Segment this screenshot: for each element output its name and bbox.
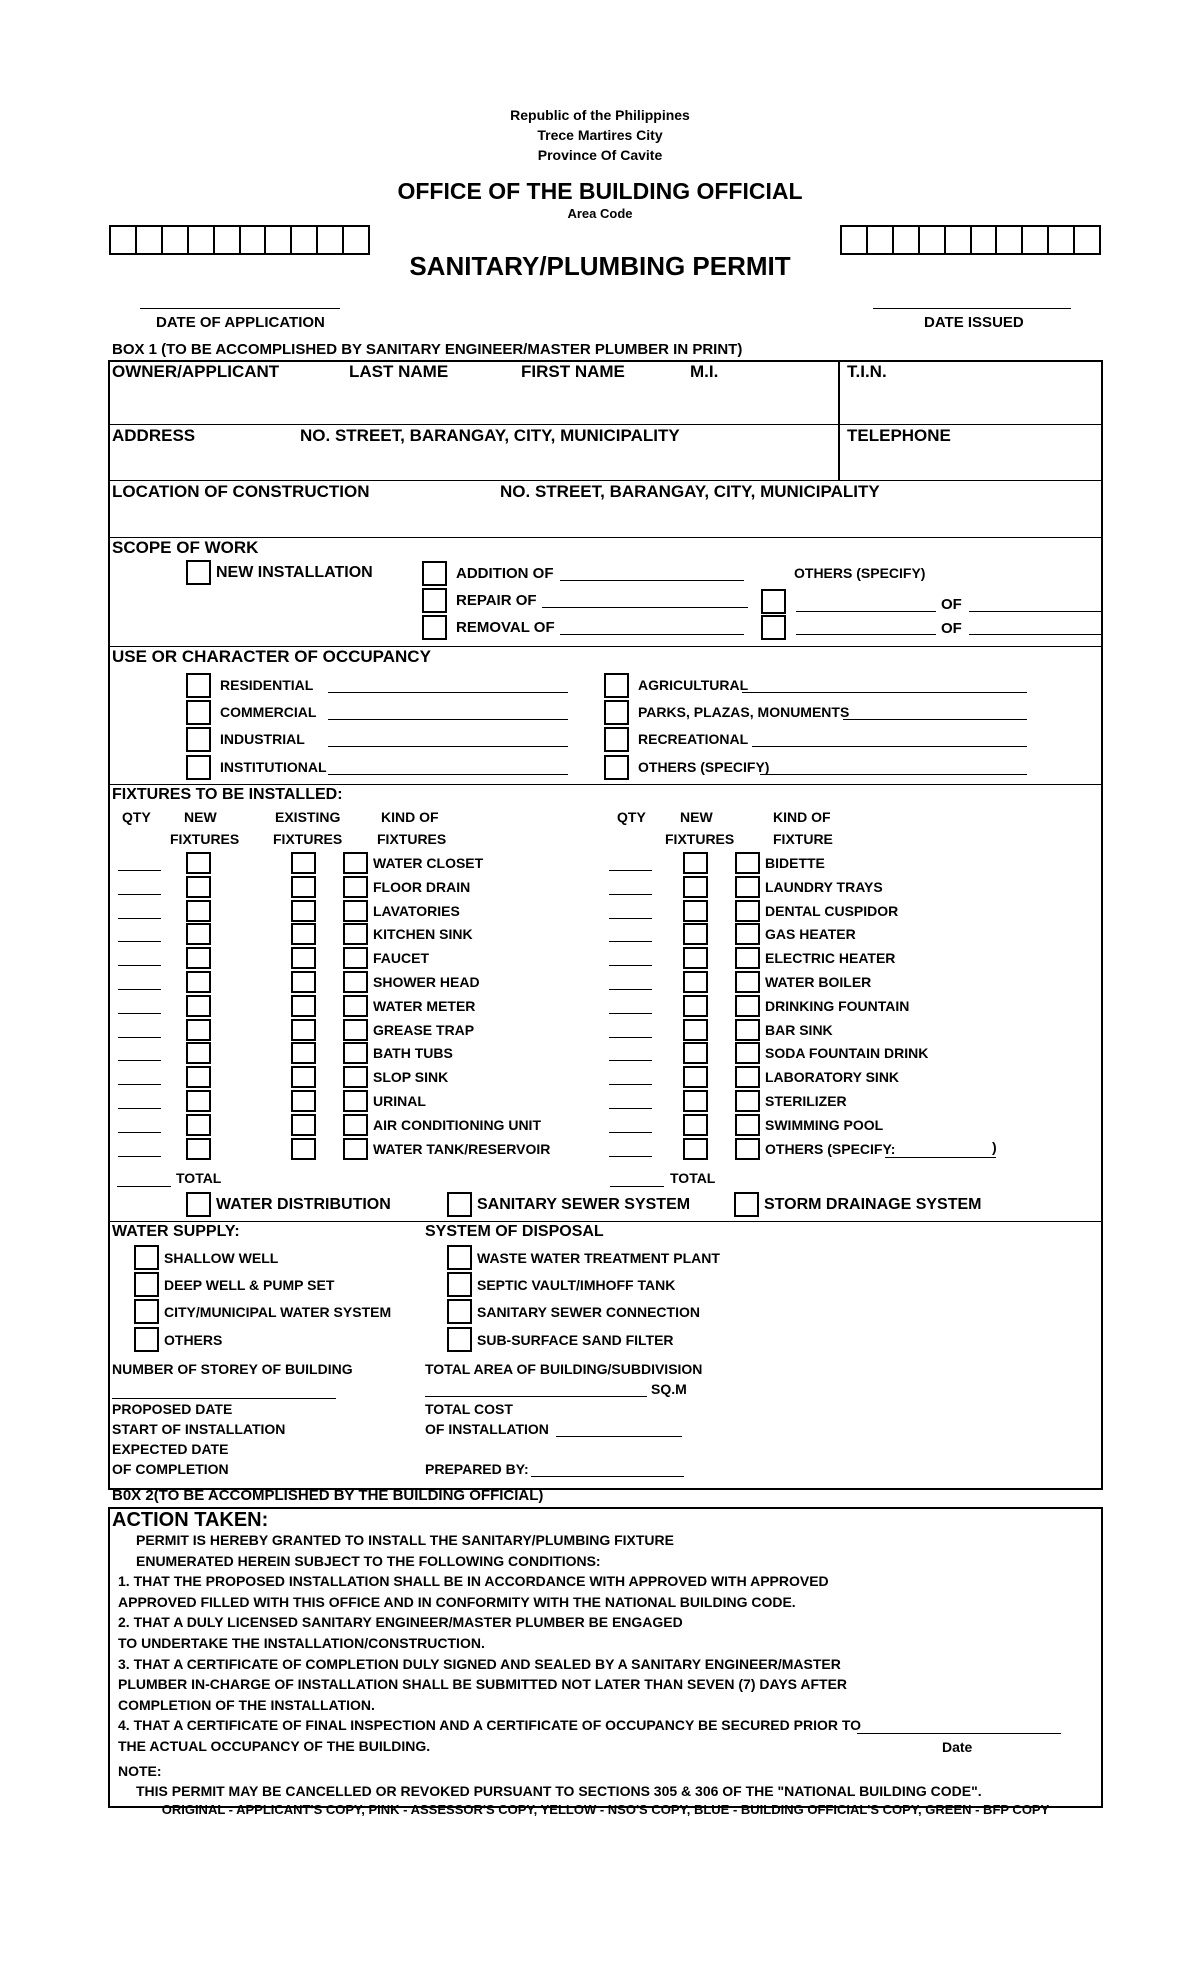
column-divider [838,360,840,480]
new-fixture-checkbox[interactable] [683,923,708,945]
fixture-label: LAVATORIES [373,903,460,919]
occupancy-title: USE OR CHARACTER OF OCCUPANCY [112,647,431,666]
date-issued-label: DATE ISSUED [924,314,1024,331]
kind-fixtures-header-left: FIXTURES [377,831,447,847]
fixture-label: SODA FOUNTAIN DRINK [765,1045,929,1061]
telephone-label: TELEPHONE [847,426,951,445]
new-fixture-checkbox[interactable] [186,1114,211,1136]
kind-fixture-checkbox[interactable] [343,1090,368,1112]
qty-field[interactable] [609,965,652,966]
prepared-by-label: PREPARED BY: [425,1461,529,1477]
existing-fixture-checkbox[interactable] [291,947,316,969]
kind-fixture-checkbox[interactable] [343,852,368,874]
fixture-label: URINAL [373,1093,426,1109]
occupancy-label: OTHERS (SPECIFY) [638,759,770,775]
fixture-label: BIDETTE [765,855,825,871]
new-header-left: NEW [184,809,217,825]
kind-fixture-checkbox[interactable] [343,1042,368,1064]
fixture-label: DENTAL CUSPIDOR [765,903,899,919]
water-supply-checkbox[interactable] [134,1299,159,1324]
header-province: Province Of Cavite [537,147,663,163]
qty-field[interactable] [118,1013,161,1014]
occupancy-field[interactable] [328,719,568,720]
disposal-checkbox[interactable] [447,1327,472,1352]
removal-field[interactable] [560,634,744,635]
new-fixture-checkbox[interactable] [186,876,211,898]
new-fixture-checkbox[interactable] [186,923,211,945]
disposal-title: SYSTEM OF DISPOSAL [425,1223,604,1240]
area-code-boxes-right[interactable] [840,225,1101,255]
owner-name-field[interactable] [112,382,834,422]
kind-fixture-checkbox[interactable] [343,900,368,922]
occupancy-field[interactable] [752,746,1027,747]
kind-fixture-checkbox[interactable] [343,971,368,993]
area-code-boxes-left[interactable] [109,225,370,255]
kind-fixture-checkbox[interactable] [735,900,760,922]
fixture-label: WATER BOILER [765,974,872,990]
disposal-label: SEPTIC VAULT/IMHOFF TANK [477,1277,676,1293]
condition-line: THE ACTUAL OCCUPANCY OF THE BUILDING. [118,1738,431,1754]
new-fixture-checkbox[interactable] [186,1138,211,1160]
occupancy-field[interactable] [742,692,1027,693]
action-taken-title: ACTION TAKEN: [112,1509,269,1531]
removal-checkbox[interactable] [422,615,447,640]
water-supply-label: SHALLOW WELL [164,1250,279,1266]
qty-header-left: QTY [122,809,151,825]
kind-fixture-checkbox[interactable] [735,852,760,874]
new-fixture-checkbox[interactable] [683,1138,708,1160]
others-checkbox-1[interactable] [761,589,786,614]
kind-header-right: KIND OF [773,809,831,825]
box1-heading: BOX 1 (TO BE ACCOMPLISHED BY SANITARY ENGINEER/MASTER PLUMBER IN PRINT) [112,341,743,358]
completion-label: OF COMPLETION [112,1461,229,1477]
qty-field[interactable] [609,941,652,942]
row-divider [108,480,1103,481]
existing-fixture-checkbox[interactable] [291,1114,316,1136]
total-cost-field[interactable] [556,1436,682,1437]
existing-fixture-checkbox[interactable] [291,900,316,922]
kind-fixture-checkbox[interactable] [343,876,368,898]
others-field-2[interactable] [796,634,936,635]
addition-field[interactable] [560,580,744,581]
condition-line: APPROVED FILLED WITH THIS OFFICE AND IN CONFORMITY WITH THE NATIONAL BUILDING CODE. [118,1594,796,1610]
qty-field[interactable] [609,870,652,871]
qty-header-right: QTY [617,809,646,825]
condition-line: PERMIT IS HEREBY GRANTED TO INSTALL THE SANITARY/PLUMBING FIXTURE [136,1532,674,1548]
disposal-checkbox[interactable] [447,1299,472,1324]
storey-field[interactable] [112,1398,336,1399]
first-name-label: FIRST NAME [521,362,625,381]
disposal-label: SANITARY SEWER CONNECTION [477,1304,700,1320]
fixture-label: BAR SINK [765,1022,833,1038]
occupancy-checkbox[interactable] [604,727,629,752]
water-supply-checkbox[interactable] [134,1327,159,1352]
tin-field[interactable] [842,382,1100,422]
kind-fixture-checkbox[interactable] [735,1066,760,1088]
new-fixture-checkbox[interactable] [186,852,211,874]
disposal-checkbox[interactable] [447,1245,472,1270]
occupancy-field[interactable] [843,719,1027,720]
proposed-date-label: PROPOSED DATE [112,1401,233,1417]
date-application-label: DATE OF APPLICATION [156,314,325,331]
water-distribution-label: WATER DISTRIBUTION [216,1196,391,1213]
disposal-label: SUB-SURFACE SAND FILTER [477,1332,674,1348]
existing-fixture-checkbox[interactable] [291,923,316,945]
kind-header-left: KIND OF [381,809,439,825]
new-fixture-checkbox[interactable] [186,1042,211,1064]
new-fixtures-header-right: FIXTURES [665,831,735,847]
total-area-label: TOTAL AREA OF BUILDING/SUBDIVISION [425,1361,703,1377]
new-fixture-checkbox[interactable] [683,995,708,1017]
total-left-field[interactable] [117,1186,171,1187]
fixture-label: GREASE TRAP [373,1022,475,1038]
location-field[interactable] [112,502,1100,535]
total-area-field[interactable] [425,1396,647,1397]
storm-drainage-checkbox[interactable] [734,1192,759,1217]
of-label-2: OF [941,620,962,637]
condition-line: 4. THAT A CERTIFICATE OF FINAL INSPECTION AND A CERTIFICATE OF OCCUPANCY BE SECURED PRIOR TO [118,1717,862,1733]
occupancy-label: INSTITUTIONAL [220,759,327,775]
address-label: ADDRESS [112,426,196,445]
fixture-label: ELECTRIC HEATER [765,950,896,966]
new-fixture-checkbox[interactable] [683,852,708,874]
qty-field[interactable] [118,965,161,966]
row-divider [108,1221,1103,1222]
repair-checkbox[interactable] [422,588,447,613]
existing-fixture-checkbox[interactable] [291,995,316,1017]
condition-line: COMPLETION OF THE INSTALLATION. [118,1697,375,1713]
storm-drainage-label: STORM DRAINAGE SYSTEM [764,1196,982,1213]
occupancy-label: AGRICULTURAL [638,677,749,693]
fixture-label: SHOWER HEAD [373,974,480,990]
kind-fixture-checkbox[interactable] [735,1019,760,1041]
occupancy-checkbox[interactable] [186,673,211,698]
start-installation-label: START OF INSTALLATION [112,1421,286,1437]
new-fixture-checkbox[interactable] [186,947,211,969]
date-label: Date [942,1739,973,1755]
new-header-right: NEW [680,809,713,825]
sanitary-sewer-label: SANITARY SEWER SYSTEM [477,1196,691,1213]
water-supply-title: WATER SUPPLY: [112,1223,240,1240]
qty-field[interactable] [118,1108,161,1109]
water-supply-checkbox[interactable] [134,1272,159,1297]
water-supply-label: DEEP WELL & PUMP SET [164,1277,335,1293]
fixture-label: DRINKING FOUNTAIN [765,998,910,1014]
water-supply-label: CITY/MUNICIPAL WATER SYSTEM [164,1304,392,1320]
storey-label: NUMBER OF STOREY OF BUILDING [112,1361,353,1377]
occupancy-checkbox[interactable] [604,755,629,780]
qty-field[interactable] [118,1060,161,1061]
new-fixture-checkbox[interactable] [683,1066,708,1088]
telephone-field[interactable] [842,446,1100,478]
kind-fixture-checkbox[interactable] [735,1042,760,1064]
condition-line: 1. THAT THE PROPOSED INSTALLATION SHALL BE IN ACCORDANCE WITH APPROVED WITH APPROVED [118,1573,829,1589]
disposal-checkbox[interactable] [447,1272,472,1297]
new-fixture-checkbox[interactable] [186,995,211,1017]
fixture-label: BATH TUBS [373,1045,453,1061]
fixture-label: FAUCET [373,950,429,966]
water-supply-checkbox[interactable] [134,1245,159,1270]
existing-fixture-checkbox[interactable] [291,1042,316,1064]
fixture-label: OTHERS (SPECIFY: [765,1141,896,1157]
location-label: LOCATION OF CONSTRUCTION [112,482,370,501]
new-fixture-checkbox[interactable] [683,900,708,922]
fixture-label: STERILIZER [765,1093,847,1109]
copies-distribution: ORIGINAL - APPLICANT'S COPY, PINK - ASSESSOR'S COPY, YELLOW - NSO'S COPY, BLUE - BUILDING OFFICIAL'S COPY, GREEN - BFP COPY [161,1802,1050,1817]
qty-field[interactable] [609,1132,652,1133]
water-distribution-checkbox[interactable] [186,1192,211,1217]
new-fixture-checkbox[interactable] [683,1019,708,1041]
qty-field[interactable] [118,894,161,895]
note-label: NOTE: [118,1763,162,1779]
note-text: THIS PERMIT MAY BE CANCELLED OR REVOKED PURSUANT TO SECTIONS 305 & 306 OF THE "NATIONAL BUILDING CODE". [136,1783,982,1799]
kind-fixture-checkbox[interactable] [735,947,760,969]
qty-field[interactable] [609,1156,652,1157]
others-specify-label: OTHERS (SPECIFY) [794,565,926,581]
new-fixtures-header-left: FIXTURES [170,831,240,847]
existing-fixture-checkbox[interactable] [291,876,316,898]
kind-fixture-checkbox[interactable] [735,1114,760,1136]
existing-fixtures-header: FIXTURES [273,831,343,847]
existing-fixture-checkbox[interactable] [291,1019,316,1041]
existing-fixture-checkbox[interactable] [291,852,316,874]
new-fixture-checkbox[interactable] [186,1066,211,1088]
fixture-label: LAUNDRY TRAYS [765,879,883,895]
date-application-line[interactable] [140,308,340,309]
fixture-label: LABORATORY SINK [765,1069,900,1085]
area-code-label: Area Code [567,206,633,221]
fixture-label: WATER TANK/RESERVOIR [373,1141,551,1157]
qty-field[interactable] [118,1037,161,1038]
qty-field[interactable] [118,1132,161,1133]
sqm-label: SQ.M [651,1381,687,1397]
total-right-field[interactable] [610,1186,664,1187]
existing-fixture-checkbox[interactable] [291,1138,316,1160]
existing-fixture-checkbox[interactable] [291,1090,316,1112]
new-fixture-checkbox[interactable] [186,1019,211,1041]
kind-fixture-checkbox[interactable] [735,876,760,898]
of-installation-label: OF INSTALLATION [425,1421,549,1437]
kind-fixture-checkbox[interactable] [735,995,760,1017]
existing-header: EXISTING [275,809,341,825]
kind-fixture-checkbox[interactable] [343,995,368,1017]
qty-field[interactable] [118,941,161,942]
box2-heading: B0X 2(TO BE ACCOMPLISHED BY THE BUILDING OFFICIAL) [112,1487,544,1504]
addition-checkbox[interactable] [422,561,447,586]
condition-line: TO UNDERTAKE THE INSTALLATION/CONSTRUCTION. [118,1635,485,1651]
kind-fixture-checkbox[interactable] [343,923,368,945]
repair-field[interactable] [542,607,748,608]
water-supply-label: OTHERS [164,1332,223,1348]
date-signature-line[interactable] [857,1733,1061,1734]
new-fixture-checkbox[interactable] [683,1090,708,1112]
new-fixture-checkbox[interactable] [186,900,211,922]
of-field-2[interactable] [969,634,1102,635]
permit-title: SANITARY/PLUMBING PERMIT [409,251,791,281]
sanitary-sewer-checkbox[interactable] [447,1192,472,1217]
others-field-1[interactable] [796,611,936,612]
qty-field[interactable] [118,918,161,919]
new-installation-label: NEW INSTALLATION [216,564,373,581]
fixture-label: KITCHEN SINK [373,926,473,942]
disposal-label: WASTE WATER TREATMENT PLANT [477,1250,720,1266]
occupancy-label: INDUSTRIAL [220,731,305,747]
occupancy-checkbox[interactable] [604,673,629,698]
fixture-label: WATER METER [373,998,476,1014]
qty-field[interactable] [118,870,161,871]
fixture-label: GAS HEATER [765,926,856,942]
qty-field[interactable] [609,1060,652,1061]
qty-field[interactable] [609,1108,652,1109]
tin-label: T.I.N. [847,362,887,381]
condition-line: 3. THAT A CERTIFICATE OF COMPLETION DULY SIGNED AND SEALED BY A SANITARY ENGINEER/MASTER [118,1656,841,1672]
condition-line: ENUMERATED HEREIN SUBJECT TO THE FOLLOWING CONDITIONS: [136,1553,601,1569]
new-fixture-checkbox[interactable] [683,876,708,898]
fixture-label: WATER CLOSET [373,855,484,871]
qty-field[interactable] [609,894,652,895]
occupancy-label: PARKS, PLAZAS, MONUMENTS [638,704,850,720]
others-specify-fixture-field[interactable] [885,1157,990,1158]
new-fixture-checkbox[interactable] [683,1114,708,1136]
kind-fixture-header-right: FIXTURE [773,831,833,847]
addition-label: ADDITION OF [456,565,554,582]
qty-field[interactable] [118,1156,161,1157]
kind-fixture-checkbox[interactable] [735,923,760,945]
row-divider [108,424,1103,425]
total-left-label: TOTAL [176,1170,222,1186]
qty-field[interactable] [609,918,652,919]
occupancy-label: RESIDENTIAL [220,677,314,693]
owner-applicant-label: OWNER/APPLICANT [112,362,280,381]
occupancy-label: RECREATIONAL [638,731,749,747]
repair-label: REPAIR OF [456,592,537,609]
existing-fixture-checkbox[interactable] [291,1066,316,1088]
total-cost-label: TOTAL COST [425,1401,513,1417]
row-divider [108,784,1103,785]
header-republic: Republic of the Philippines [510,107,690,123]
kind-fixture-checkbox[interactable] [735,1090,760,1112]
new-fixture-checkbox[interactable] [683,1042,708,1064]
new-fixture-checkbox[interactable] [683,947,708,969]
qty-field[interactable] [609,989,652,990]
of-field-1[interactable] [969,611,1102,612]
occupancy-checkbox[interactable] [186,727,211,752]
condition-line: PLUMBER IN-CHARGE OF INSTALLATION SHALL BE SUBMITTED NOT LATER THAN SEVEN (7) DAYS AFTER [118,1676,848,1692]
occupancy-checkbox[interactable] [186,755,211,780]
expected-date-label: EXPECTED DATE [112,1441,229,1457]
occupancy-checkbox[interactable] [186,700,211,725]
last-name-label: LAST NAME [349,362,449,381]
kind-fixture-checkbox[interactable] [343,947,368,969]
occupancy-field[interactable] [760,774,1027,775]
new-fixture-checkbox[interactable] [683,971,708,993]
total-right-label: TOTAL [670,1170,716,1186]
address-detail-label: NO. STREET, BARANGAY, CITY, MUNICIPALITY [300,426,680,445]
occupancy-label: COMMERCIAL [220,704,317,720]
kind-fixture-checkbox[interactable] [343,1066,368,1088]
header-city: Trece Martires City [537,127,663,143]
fixtures-title: FIXTURES TO BE INSTALLED: [112,786,343,803]
new-fixture-checkbox[interactable] [186,971,211,993]
removal-label: REMOVAL OF [456,619,555,636]
mi-label: M.I. [690,362,719,381]
qty-field[interactable] [118,989,161,990]
kind-fixture-checkbox[interactable] [735,971,760,993]
occupancy-field[interactable] [328,774,568,775]
date-issued-line[interactable] [873,308,1071,309]
fixture-label: AIR CONDITIONING UNIT [373,1117,541,1133]
qty-field[interactable] [609,1013,652,1014]
kind-fixture-checkbox[interactable] [735,1138,760,1160]
kind-fixture-checkbox[interactable] [343,1138,368,1160]
kind-fixture-checkbox[interactable] [343,1114,368,1136]
location-detail-label: NO. STREET, BARANGAY, CITY, MUNICIPALITY [500,482,880,501]
prepared-by-field[interactable] [531,1476,684,1477]
new-installation-checkbox[interactable] [186,560,211,585]
address-field[interactable] [112,446,834,478]
others-checkbox-2[interactable] [761,615,786,640]
fixture-label: FLOOR DRAIN [373,879,471,895]
fixture-label: SLOP SINK [373,1069,449,1085]
scope-title: SCOPE OF WORK [112,538,259,557]
occupancy-field[interactable] [328,692,568,693]
occupancy-field[interactable] [328,746,568,747]
existing-fixture-checkbox[interactable] [291,971,316,993]
condition-line: 2. THAT A DULY LICENSED SANITARY ENGINEER/MASTER PLUMBER BE ENGAGED [118,1614,683,1630]
qty-field[interactable] [609,1084,652,1085]
fixture-label: SWIMMING POOL [765,1117,884,1133]
kind-fixture-checkbox[interactable] [343,1019,368,1041]
qty-field[interactable] [609,1037,652,1038]
qty-field[interactable] [118,1084,161,1085]
new-fixture-checkbox[interactable] [186,1090,211,1112]
office-title: OFFICE OF THE BUILDING OFFICIAL [397,178,803,204]
of-label-1: OF [941,596,962,613]
others-close-paren: ) [992,1139,997,1155]
occupancy-checkbox[interactable] [604,700,629,725]
